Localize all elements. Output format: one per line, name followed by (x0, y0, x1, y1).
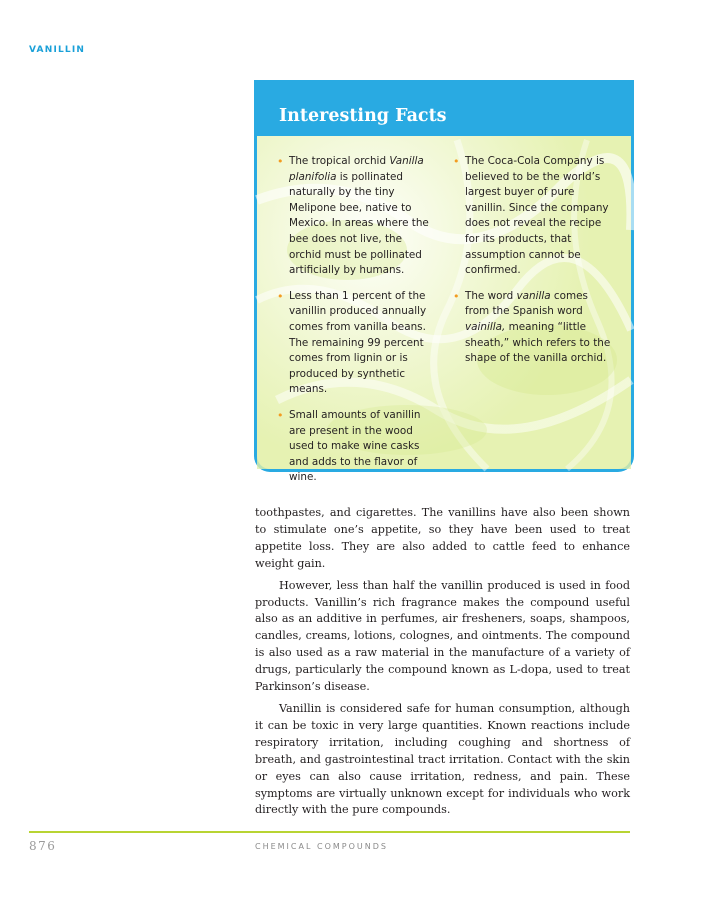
facts-title: Interesting Facts (279, 106, 447, 126)
bullet-dot-icon: • (453, 155, 460, 168)
facts-right-column (451, 154, 613, 377)
fact-text: The word (465, 289, 517, 302)
bullet-dot-icon: • (277, 408, 284, 422)
fact-text: Less than 1 percent of the vanillin produced annually comes from vanilla beans. The remaining 99 percent comes from lignin or is produced by synthetic means. (289, 289, 427, 396)
fact-text: Small amounts of vanillin are present in the wood used to make wine casks and adds to the flavor of wine. (289, 408, 421, 484)
bullet-dot-icon: • (453, 289, 460, 303)
body-paragraph: However, less than half the vanillin produced is used in food products. Vanillin’s rich fragrance makes the compound useful also as an additive in perfumes, air fresheners, soaps, shampoos, candles, creams, lotions, colognes, and ointments. The compound is also used as a raw material in the manufacture of a variety of drugs, particularly the compound known as L-dopa, used to treat Parkinson’s disease. (255, 578, 630, 694)
fact-text: meaning “little sheath,” which refers to the shape of the vanilla orchid. (465, 320, 611, 365)
fact-text: comes from the Spanish word (465, 289, 588, 318)
fact-text: is pollinated naturally by the tiny Melipone bee, native to Mexico. In areas where the bee does not live, the orchid must be pollinated artificially by humans. (289, 170, 429, 277)
fact-text: The Coca-Cola Company is believed to be the world’s largest buyer of pure vanillin. Since the company does not reveal the recipe for its products, that assumption cannot be confirmed. (465, 155, 609, 277)
fact-item (275, 154, 435, 279)
bullet-dot-icon: • (277, 289, 284, 303)
facts-left-column (275, 154, 435, 496)
interesting-facts-box (254, 80, 634, 484)
fact-text: vainilla, (465, 320, 506, 333)
fact-text: vanilla (516, 289, 551, 302)
bullet-dot-icon: • (277, 155, 284, 168)
fact-item (451, 289, 613, 367)
footer-rule (29, 831, 630, 833)
fact-item (275, 408, 435, 486)
fact-text: Vanilla planifolia (289, 155, 424, 183)
running-head: VANILLIN (29, 45, 86, 55)
body-paragraph: toothpastes, and cigarettes. The vanillins have also been shown to stimulate one’s appetite, so they have been used to treat appetite loss. They are also added to cattle feed to enhance weight gain. (255, 506, 630, 570)
body-text (255, 505, 630, 824)
fact-text: The tropical orchid (289, 155, 390, 167)
fact-item (451, 154, 613, 279)
fact-item (275, 289, 435, 398)
book-title: CHEMICAL COMPOUNDS (255, 842, 388, 851)
page-number: 876 (29, 839, 57, 853)
body-paragraph: Vanillin is considered safe for human consumption, although it can be toxic in very large quantities. Known reactions include respiratory irritation, including coughing and shortness of breath, and gastrointestinal tract irritation. Contact with the skin or eyes can also cause irritation, redness, and pain. These symptoms are virtually unknown except for individuals who work directly with the pure compounds. (255, 701, 630, 817)
